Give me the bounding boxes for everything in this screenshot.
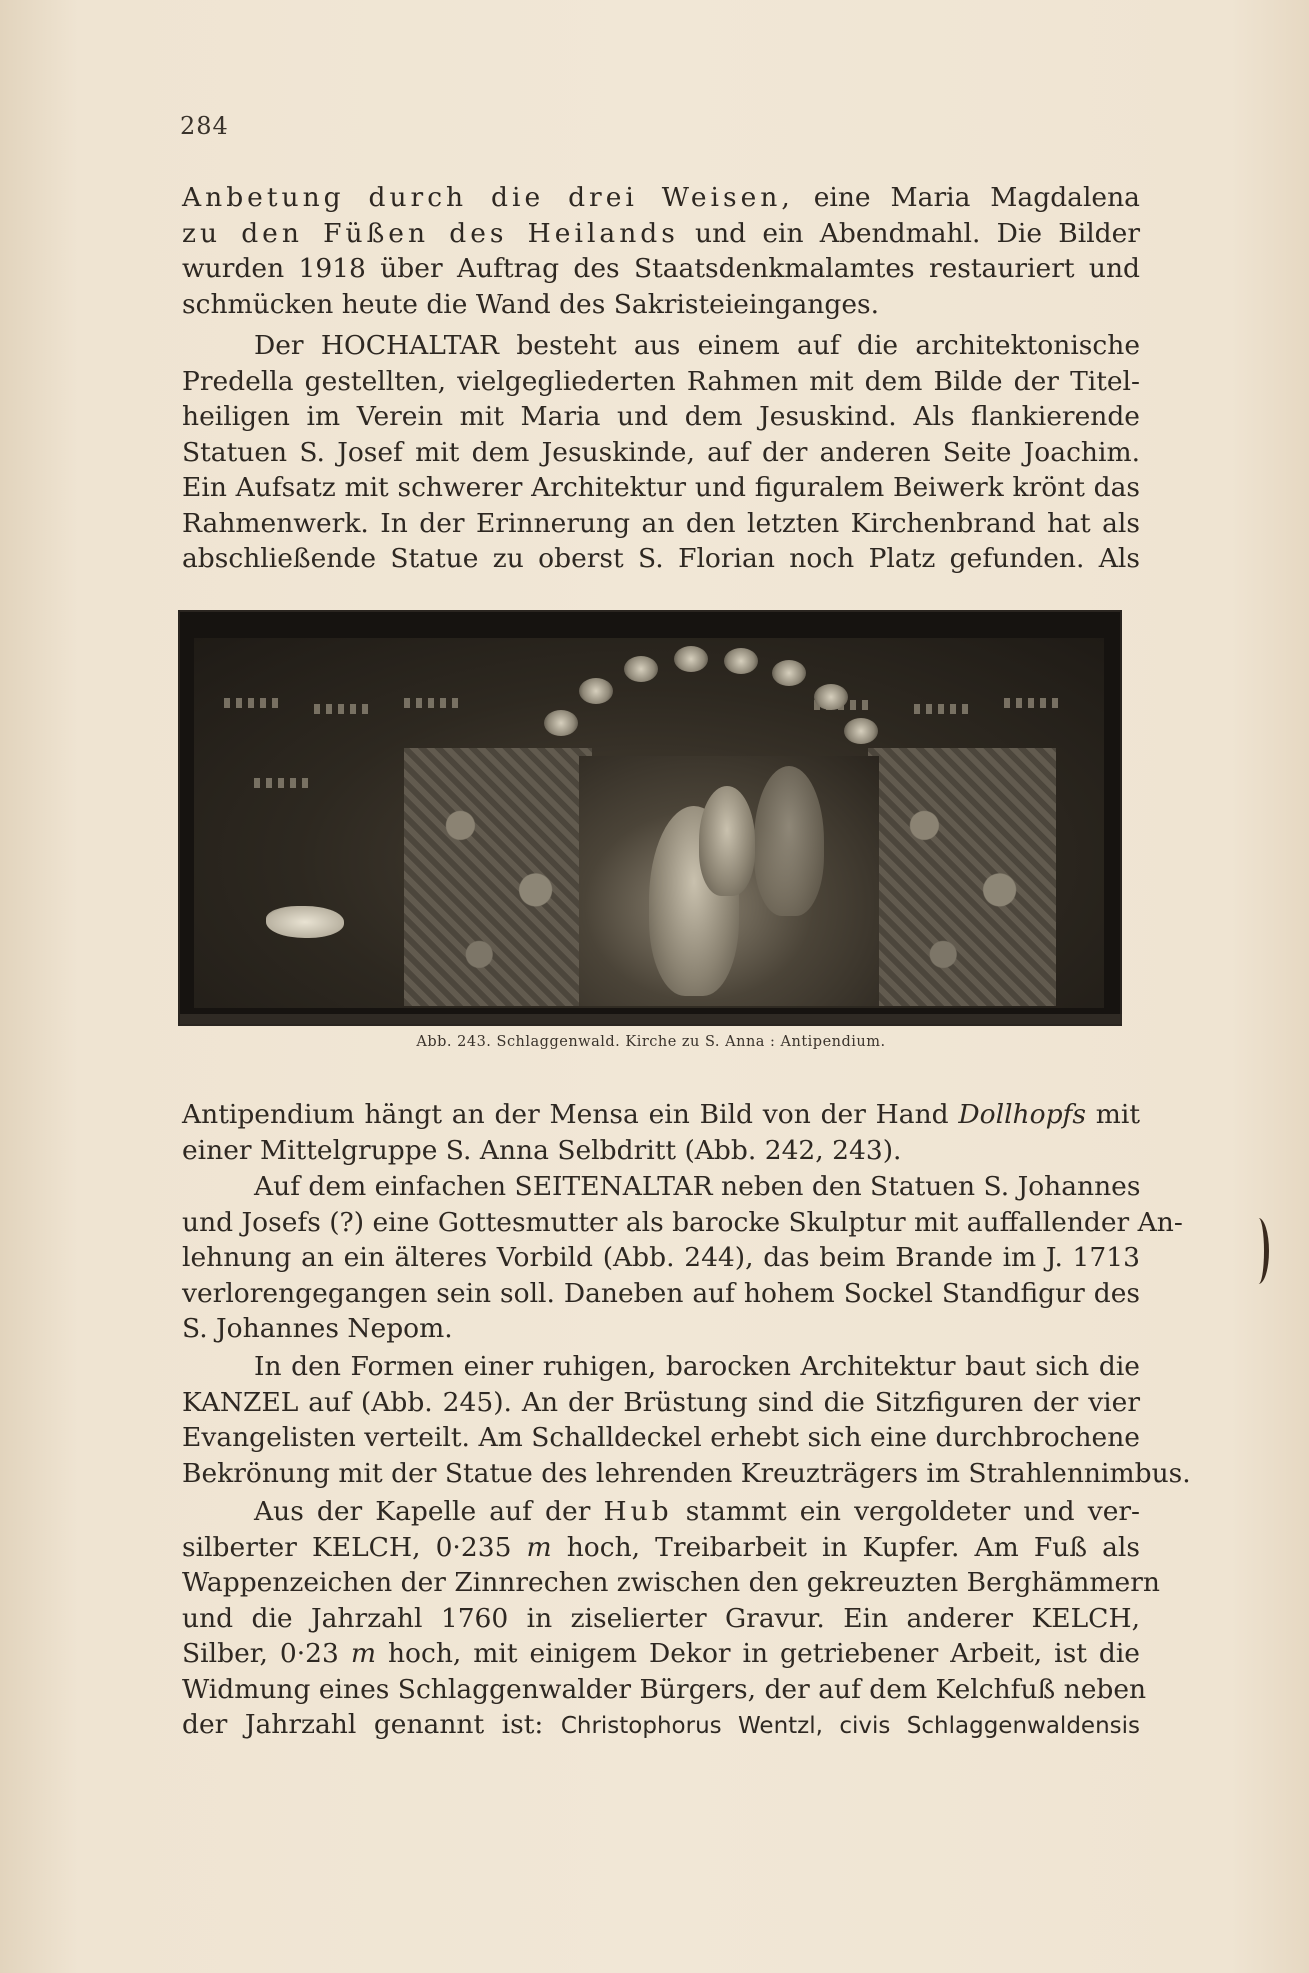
paragraph-intro (182, 180, 1140, 322)
garland-flower (724, 648, 758, 674)
text-line: einer Mittelgruppe S. Anna Selbdritt (Abb. 242, 243). (182, 1134, 902, 1166)
text-line: Bekrönung mit der Statue des lehrenden Kreuzträgers im Strahlennimbus. (182, 1457, 1191, 1489)
text-line: In den Formen einer ruhigen, barocken Architektur baut sich die (254, 1351, 1140, 1382)
text-line: und die Jahrzahl 1760 in ziselierter Gravur. Ein anderer KELCH, (182, 1602, 1140, 1634)
text-line: silberter KELCH, 0·235 m hoch, Treibarbeit in Kupfer. Am Fuß als (182, 1531, 1140, 1563)
paragraph-hochaltar (182, 328, 1140, 577)
inscription-text: Christophorus Wentzl, civis Schlaggenwaldensis (560, 1713, 1140, 1739)
brocade-panel-left (404, 748, 592, 1006)
garland-flower (844, 718, 878, 744)
text-line: zu den Füßen des Heilands und ein Abendmahl. Die Bilder (182, 217, 1140, 249)
garland-flower (544, 710, 578, 736)
text-line: Antipendium hängt an der Mensa ein Bild von der Hand Dollhopfs mit (182, 1099, 1140, 1130)
garland-flower (814, 684, 848, 710)
text-line: KANZEL auf (Abb. 245). An der Brüstung sind die Sitzfiguren der vier (182, 1386, 1140, 1418)
text-line: Ein Aufsatz mit schwerer Architektur und figuralem Beiwerk krönt das (182, 472, 1140, 503)
text-line: Wappenzeichen der Zinnrechen zwischen den gekreuzten Berghämmern (182, 1567, 1160, 1598)
text-line: Auf dem einfachen SEITENALTAR neben den Statuen S. Johannes (254, 1171, 1141, 1202)
garland-flower (579, 678, 613, 704)
ornament-sprig (914, 704, 974, 714)
spaced-text: zu den Füßen des Heilands (182, 217, 679, 249)
paragraph-kelch (182, 1494, 1160, 1743)
spaced-text: Anbetung durch die drei Weisen, (182, 182, 794, 213)
text-line: Widmung eines Schlaggenwalder Bürgers, der auf dem Kelchfuß neben (182, 1673, 1147, 1705)
paragraph-seitenaltar (182, 1169, 1183, 1347)
text-line: Aus der Kapelle auf der Hub stammt ein vergoldeter und ver- (254, 1496, 1140, 1527)
spaced-text: Hub (603, 1496, 673, 1527)
garland-flower (772, 660, 806, 686)
text-line: S. Johannes Nepom. (182, 1313, 453, 1344)
ornament-sprig (254, 778, 314, 788)
garland-flower (624, 656, 658, 682)
figure-maria (754, 766, 824, 916)
text-line: der Jahrzahl genannt ist: Christophorus Wentzl, civis Schlaggenwaldensis (182, 1709, 1140, 1740)
text-line: heiligen im Verein mit Maria und dem Jesuskind. Als flankierende (182, 401, 1140, 432)
ornament-sprig (314, 704, 374, 714)
margin-bracket-mark (1248, 1218, 1269, 1284)
garland-flower (674, 646, 708, 672)
text-line: Silber, 0·23 m hoch, mit einigem Dekor in getriebener Arbeit, ist die (182, 1638, 1140, 1669)
photo-frame (180, 612, 1120, 1024)
paragraph-antipendium (182, 1097, 1140, 1168)
text-line: Rahmenwerk. In der Erinnerung an den letzten Kirchenbrand hat als (182, 507, 1140, 539)
text-line: Evangelisten verteilt. Am Schalldeckel erhebt sich eine durchbrochene (182, 1422, 1140, 1453)
italic-text: m (526, 1531, 552, 1563)
ornament-sprig (224, 698, 284, 708)
page-number: 284 (180, 112, 229, 140)
figure-child (699, 786, 755, 896)
text-line: verlorengegangen sein soll. Daneben auf hohem Sockel Standfigur des (182, 1277, 1140, 1309)
italic-text: m (350, 1638, 377, 1669)
antipendium-photo (180, 612, 1122, 1030)
figure-caption: Abb. 243. Schlaggenwald. Kirche zu S. Anna : Antipendium. (416, 1034, 886, 1050)
text-line: und Josefs (?) eine Gottesmutter als barocke Skulptur mit auffallender An- (182, 1206, 1183, 1238)
text-line: Predella gestellten, vielgegliederten Rahmen mit dem Bilde der Titel- (182, 365, 1140, 397)
ornament-sprig (404, 698, 464, 708)
cloud-ornament (266, 906, 344, 938)
frame-bottom-rail (180, 1014, 1122, 1024)
text-line: Anbetung durch die drei Weisen, eine Maria Magdalena (182, 182, 1140, 213)
ornament-sprig (1004, 698, 1064, 708)
central-scene (579, 756, 879, 1006)
paragraph-kanzel (182, 1349, 1191, 1491)
text-line: Der HOCHALTAR besteht aus einem auf die architektonische (254, 330, 1140, 361)
text-line: lehnung an ein älteres Vorbild (Abb. 244), das beim Brande im J. 1713 (182, 1242, 1140, 1273)
text-line: wurden 1918 über Auftrag des Staatsdenkmalamtes restauriert und (182, 253, 1140, 284)
photo-painting (194, 638, 1104, 1008)
text-line: schmücken heute die Wand des Sakristeieinganges. (182, 288, 880, 320)
text-line: abschließende Statue zu oberst S. Florian noch Platz gefunden. Als (182, 543, 1140, 574)
italic-text: Dollhopfs (958, 1099, 1086, 1130)
brocade-panel-right (868, 748, 1056, 1006)
text-line: Statuen S. Josef mit dem Jesuskinde, auf der anderen Seite Joachim. (182, 436, 1140, 468)
